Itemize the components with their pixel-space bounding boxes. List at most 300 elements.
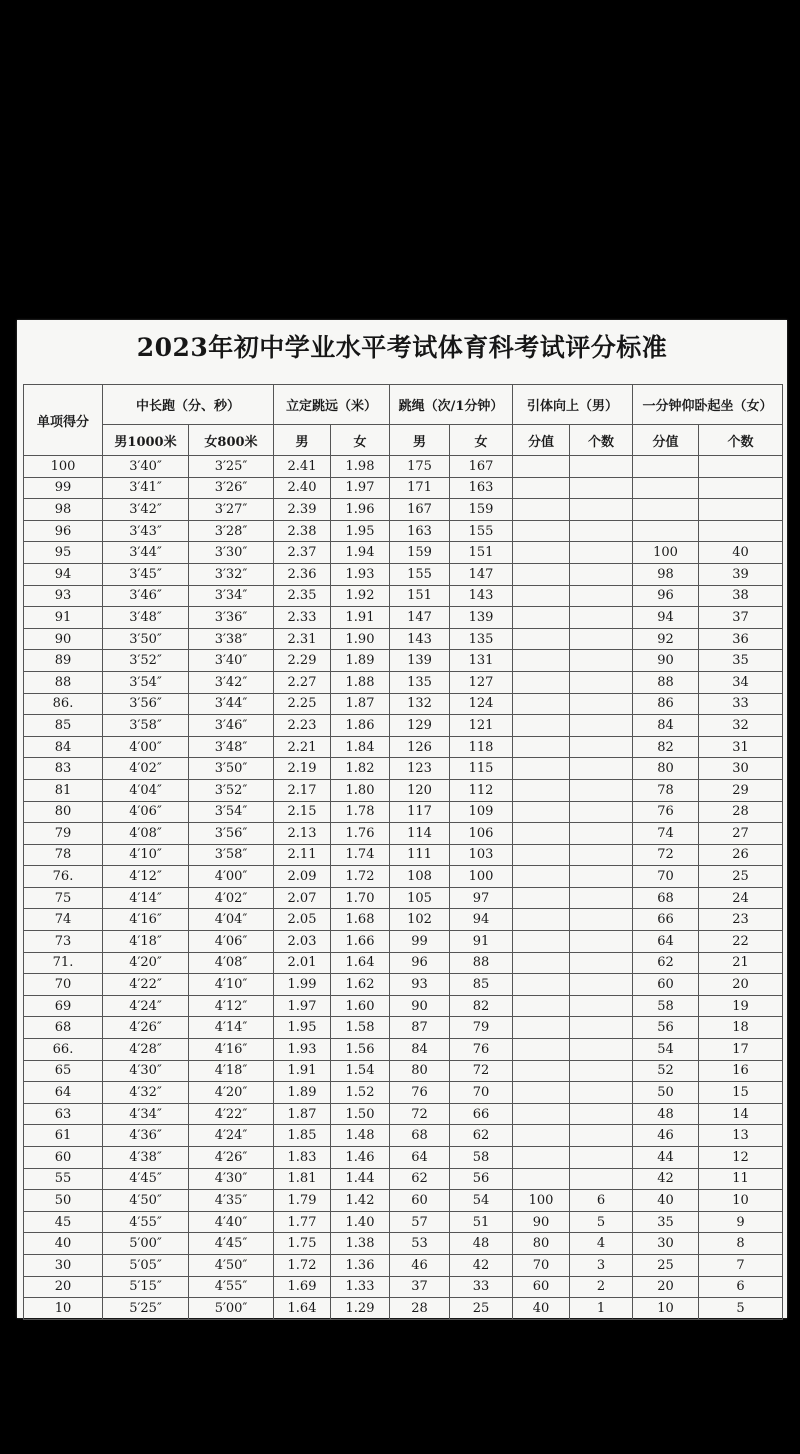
table-cell: 4′10″: [189, 974, 274, 996]
table-cell: 5′05″: [103, 1254, 189, 1276]
table-row: [24, 931, 783, 953]
table-cell: 3′52″: [103, 650, 189, 672]
table-cell: 94: [24, 563, 103, 585]
table-cell: [513, 909, 570, 931]
table-cell: 2.05: [274, 909, 331, 931]
table-cell: 4′12″: [103, 866, 189, 888]
table-cell: 1.44: [331, 1168, 390, 1190]
table-row: [24, 736, 783, 758]
table-cell: [570, 1125, 633, 1147]
table-cell: [570, 693, 633, 715]
table-cell: [570, 650, 633, 672]
table-cell: 20: [699, 974, 783, 996]
table-cell: 4′00″: [103, 736, 189, 758]
table-cell: [513, 1125, 570, 1147]
table-row: [24, 779, 783, 801]
table-cell: 126: [390, 736, 450, 758]
table-cell: 68: [390, 1125, 450, 1147]
table-cell: 4′06″: [189, 931, 274, 953]
table-row: [24, 715, 783, 737]
table-cell: 93: [390, 974, 450, 996]
table-cell: 64: [390, 1147, 450, 1169]
table-cell: 100: [24, 456, 103, 478]
table-cell: 1.50: [331, 1103, 390, 1125]
table-cell: 1.93: [331, 563, 390, 585]
table-cell: 2.25: [274, 693, 331, 715]
table-cell: 3′44″: [103, 542, 189, 564]
table-cell: 114: [390, 823, 450, 845]
table-cell: 2.23: [274, 715, 331, 737]
table-cell: 1.77: [274, 1211, 331, 1233]
table-cell: 25: [633, 1254, 699, 1276]
table-cell: 4′14″: [189, 1017, 274, 1039]
table-cell: 1.72: [274, 1254, 331, 1276]
table-cell: 4: [570, 1233, 633, 1255]
table-cell: 20: [633, 1276, 699, 1298]
table-cell: 11: [699, 1168, 783, 1190]
table-cell: 4′06″: [103, 801, 189, 823]
table-cell: 4′50″: [189, 1254, 274, 1276]
table-cell: 28: [699, 801, 783, 823]
table-cell: [513, 693, 570, 715]
table-cell: [513, 931, 570, 953]
table-cell: 30: [633, 1233, 699, 1255]
table-cell: 4′30″: [189, 1168, 274, 1190]
table-cell: 64: [633, 931, 699, 953]
table-cell: 1: [570, 1298, 633, 1320]
table-cell: 56: [633, 1017, 699, 1039]
table-cell: [570, 1147, 633, 1169]
table-cell: 74: [633, 823, 699, 845]
table-cell: [513, 499, 570, 521]
table-cell: [570, 499, 633, 521]
table-cell: 1.95: [331, 520, 390, 542]
table-cell: 54: [450, 1190, 513, 1212]
table-cell: 80: [513, 1233, 570, 1255]
table-cell: 40: [699, 542, 783, 564]
table-cell: 155: [390, 563, 450, 585]
header-run: 中长跑（分、秒）: [103, 385, 274, 425]
table-row: [24, 693, 783, 715]
table-cell: 2: [570, 1276, 633, 1298]
table-cell: 84: [633, 715, 699, 737]
table-cell: 76.: [24, 866, 103, 888]
table-cell: 155: [450, 520, 513, 542]
table-cell: 100: [513, 1190, 570, 1212]
table-cell: 3′58″: [189, 844, 274, 866]
table-cell: [513, 866, 570, 888]
table-cell: [513, 995, 570, 1017]
table-cell: 4′22″: [103, 974, 189, 996]
table-cell: 34: [699, 671, 783, 693]
table-cell: 3′42″: [103, 499, 189, 521]
table-cell: 76: [450, 1039, 513, 1061]
table-cell: [513, 563, 570, 585]
table-cell: [570, 758, 633, 780]
table-cell: 4′34″: [103, 1103, 189, 1125]
table-cell: 58: [633, 995, 699, 1017]
table-row: [24, 1017, 783, 1039]
table-row: [24, 1168, 783, 1190]
table-cell: 35: [699, 650, 783, 672]
header-jump: 立定跳远（米）: [274, 385, 390, 425]
table-cell: 89: [24, 650, 103, 672]
header-jump-male: 男: [274, 425, 331, 456]
table-cell: 1.40: [331, 1211, 390, 1233]
table-cell: 3′56″: [103, 693, 189, 715]
table-cell: 4′12″: [189, 995, 274, 1017]
table-row: [24, 823, 783, 845]
table-cell: 4′04″: [103, 779, 189, 801]
table-cell: 1.82: [331, 758, 390, 780]
table-cell: 4′20″: [189, 1082, 274, 1104]
table-cell: 94: [450, 909, 513, 931]
table-cell: [570, 801, 633, 823]
table-cell: 56: [450, 1168, 513, 1190]
table-cell: 20: [24, 1276, 103, 1298]
table-cell: 4′55″: [189, 1276, 274, 1298]
table-cell: 1.95: [274, 1017, 331, 1039]
table-cell: 8: [699, 1233, 783, 1255]
table-cell: [513, 758, 570, 780]
table-cell: 15: [699, 1082, 783, 1104]
table-cell: [513, 887, 570, 909]
table-cell: 82: [633, 736, 699, 758]
table-cell: 3′26″: [189, 477, 274, 499]
table-cell: 95: [24, 542, 103, 564]
table-cell: [699, 499, 783, 521]
table-cell: 93: [24, 585, 103, 607]
table-cell: 159: [450, 499, 513, 521]
table-cell: [570, 909, 633, 931]
table-cell: 99: [24, 477, 103, 499]
table-cell: 132: [390, 693, 450, 715]
header-pullup-score: 分值: [513, 425, 570, 456]
table-cell: 17: [699, 1039, 783, 1061]
table-cell: 30: [699, 758, 783, 780]
header-pullup: 引体向上（男）: [513, 385, 633, 425]
table-cell: 19: [699, 995, 783, 1017]
table-cell: 1.46: [331, 1147, 390, 1169]
table-cell: [513, 736, 570, 758]
table-cell: 42: [450, 1254, 513, 1276]
table-row: [24, 1298, 783, 1320]
header-pullup-count: 个数: [570, 425, 633, 456]
table-cell: 112: [450, 779, 513, 801]
table-cell: 4′30″: [103, 1060, 189, 1082]
document-title: 2023年初中学业水平考试体育科考试评分标准: [136, 333, 668, 362]
table-cell: [513, 585, 570, 607]
table-cell: 163: [390, 520, 450, 542]
table-row: [24, 1211, 783, 1233]
table-cell: 69: [24, 995, 103, 1017]
table-cell: 2.27: [274, 671, 331, 693]
table-cell: 96: [633, 585, 699, 607]
table-cell: 80: [633, 758, 699, 780]
table-cell: 27: [699, 823, 783, 845]
table-cell: 1.70: [331, 887, 390, 909]
table-cell: 2.33: [274, 607, 331, 629]
table-row: [24, 499, 783, 521]
table-cell: [570, 736, 633, 758]
table-row: [24, 909, 783, 931]
table-cell: 135: [390, 671, 450, 693]
table-cell: 139: [450, 607, 513, 629]
header-run-male: 男1000米: [103, 425, 189, 456]
table-cell: 62: [390, 1168, 450, 1190]
table-cell: 75: [24, 887, 103, 909]
table-cell: 100: [450, 866, 513, 888]
table-cell: [570, 628, 633, 650]
table-cell: [570, 542, 633, 564]
table-cell: 53: [390, 1233, 450, 1255]
table-cell: 3′46″: [103, 585, 189, 607]
table-cell: [570, 1060, 633, 1082]
table-row: [24, 520, 783, 542]
table-cell: 85: [24, 715, 103, 737]
table-cell: 62: [450, 1125, 513, 1147]
table-cell: 6: [699, 1276, 783, 1298]
table-cell: [513, 1039, 570, 1061]
table-cell: 3′50″: [189, 758, 274, 780]
table-cell: 3′43″: [103, 520, 189, 542]
table-cell: 1.87: [331, 693, 390, 715]
table-cell: 1.52: [331, 1082, 390, 1104]
table-cell: [513, 628, 570, 650]
table-cell: [513, 520, 570, 542]
table-cell: [699, 456, 783, 478]
table-cell: 4′26″: [103, 1017, 189, 1039]
table-cell: 2.21: [274, 736, 331, 758]
table-cell: [513, 1103, 570, 1125]
table-cell: 1.29: [331, 1298, 390, 1320]
table-cell: 3′28″: [189, 520, 274, 542]
table-body: [24, 456, 783, 1320]
table-cell: 175: [390, 456, 450, 478]
table-cell: 96: [390, 952, 450, 974]
table-cell: 129: [390, 715, 450, 737]
table-cell: 4′04″: [189, 909, 274, 931]
table-cell: 3′56″: [189, 823, 274, 845]
table-cell: 37: [390, 1276, 450, 1298]
table-row: [24, 1060, 783, 1082]
table-cell: 1.87: [274, 1103, 331, 1125]
table-cell: [570, 563, 633, 585]
table-cell: 4′18″: [103, 931, 189, 953]
table-cell: 81: [24, 779, 103, 801]
table-cell: 115: [450, 758, 513, 780]
table-cell: 1.58: [331, 1017, 390, 1039]
table-cell: 44: [633, 1147, 699, 1169]
table-row: [24, 585, 783, 607]
header-situp-score: 分值: [633, 425, 699, 456]
table-cell: 1.42: [331, 1190, 390, 1212]
table-cell: 40: [513, 1298, 570, 1320]
table-cell: 78: [24, 844, 103, 866]
table-cell: 1.66: [331, 931, 390, 953]
table-cell: 28: [390, 1298, 450, 1320]
table-cell: 3′46″: [189, 715, 274, 737]
table-row: [24, 1190, 783, 1212]
table-row: [24, 456, 783, 478]
header-situp: 一分钟仰卧起坐（女）: [633, 385, 783, 425]
table-row: [24, 1233, 783, 1255]
header-rope-male: 男: [390, 425, 450, 456]
table-cell: 1.79: [274, 1190, 331, 1212]
table-cell: 3′52″: [189, 779, 274, 801]
table-cell: 1.85: [274, 1125, 331, 1147]
table-cell: 123: [390, 758, 450, 780]
table-row: [24, 628, 783, 650]
table-cell: 70: [633, 866, 699, 888]
table-cell: 74: [24, 909, 103, 931]
table-cell: 4′32″: [103, 1082, 189, 1104]
table-cell: [570, 477, 633, 499]
header-rope: 跳绳（次/1分钟）: [390, 385, 513, 425]
table-cell: 73: [24, 931, 103, 953]
table-cell: 1.48: [331, 1125, 390, 1147]
table-cell: 120: [390, 779, 450, 801]
table-cell: 52: [633, 1060, 699, 1082]
table-cell: [570, 1017, 633, 1039]
table-cell: 88: [633, 671, 699, 693]
table-cell: 45: [24, 1211, 103, 1233]
table-cell: 84: [390, 1039, 450, 1061]
table-cell: 4′36″: [103, 1125, 189, 1147]
table-cell: 4′28″: [103, 1039, 189, 1061]
table-cell: [513, 1017, 570, 1039]
table-cell: 76: [390, 1082, 450, 1104]
table-cell: 40: [633, 1190, 699, 1212]
table-cell: [570, 952, 633, 974]
table-cell: 4′38″: [103, 1147, 189, 1169]
table-cell: 48: [633, 1103, 699, 1125]
table-cell: [570, 866, 633, 888]
table-cell: 3′54″: [189, 801, 274, 823]
table-cell: 5: [570, 1211, 633, 1233]
header-score: 单项得分: [24, 385, 103, 456]
table-cell: 167: [390, 499, 450, 521]
table-cell: 4′50″: [103, 1190, 189, 1212]
table-cell: [513, 671, 570, 693]
table-row: [24, 952, 783, 974]
table-cell: 3′32″: [189, 563, 274, 585]
table-cell: 117: [390, 801, 450, 823]
table-cell: 83: [24, 758, 103, 780]
table-cell: 4′40″: [189, 1211, 274, 1233]
table-cell: 3′27″: [189, 499, 274, 521]
table-cell: 111: [390, 844, 450, 866]
table-cell: 85: [450, 974, 513, 996]
table-cell: 2.11: [274, 844, 331, 866]
table-row: [24, 866, 783, 888]
table-cell: 97: [450, 887, 513, 909]
table-cell: 1.54: [331, 1060, 390, 1082]
table-cell: 55: [24, 1168, 103, 1190]
table-cell: 3′40″: [103, 456, 189, 478]
table-cell: 1.72: [331, 866, 390, 888]
table-row: [24, 1125, 783, 1147]
table-cell: 1.84: [331, 736, 390, 758]
table-cell: [570, 671, 633, 693]
table-cell: 3′50″: [103, 628, 189, 650]
table-cell: 57: [390, 1211, 450, 1233]
table-cell: 78: [633, 779, 699, 801]
table-cell: 3′36″: [189, 607, 274, 629]
table-cell: [513, 823, 570, 845]
table-cell: 68: [24, 1017, 103, 1039]
table-cell: 171: [390, 477, 450, 499]
table-cell: 82: [450, 995, 513, 1017]
table-cell: [570, 607, 633, 629]
table-cell: 18: [699, 1017, 783, 1039]
table-cell: 3: [570, 1254, 633, 1276]
table-cell: 121: [450, 715, 513, 737]
table-cell: 26: [699, 844, 783, 866]
table-row: [24, 1276, 783, 1298]
table-cell: 4′02″: [103, 758, 189, 780]
header-situp-count: 个数: [699, 425, 783, 456]
table-cell: [513, 477, 570, 499]
table-cell: 16: [699, 1060, 783, 1082]
table-cell: 1.62: [331, 974, 390, 996]
table-cell: [570, 715, 633, 737]
table-cell: [513, 1147, 570, 1169]
table-row: [24, 671, 783, 693]
table-cell: [570, 779, 633, 801]
table-cell: 3′54″: [103, 671, 189, 693]
table-cell: 2.13: [274, 823, 331, 845]
table-cell: 61: [24, 1125, 103, 1147]
table-cell: 36: [699, 628, 783, 650]
table-cell: 60: [390, 1190, 450, 1212]
table-cell: 60: [633, 974, 699, 996]
table-cell: 2.15: [274, 801, 331, 823]
table-cell: 3′34″: [189, 585, 274, 607]
table-cell: 60: [24, 1147, 103, 1169]
table-cell: [513, 542, 570, 564]
table-cell: 1.89: [331, 650, 390, 672]
table-cell: 151: [450, 542, 513, 564]
table-cell: 163: [450, 477, 513, 499]
table-cell: 48: [450, 1233, 513, 1255]
table-cell: 2.29: [274, 650, 331, 672]
table-cell: 90: [24, 628, 103, 650]
table-cell: [699, 477, 783, 499]
table-cell: 127: [450, 671, 513, 693]
table-cell: 1.94: [331, 542, 390, 564]
table-cell: [513, 1082, 570, 1104]
table-row: [24, 887, 783, 909]
table-cell: 1.36: [331, 1254, 390, 1276]
table-cell: 3′48″: [189, 736, 274, 758]
table-cell: 1.76: [331, 823, 390, 845]
table-cell: 106: [450, 823, 513, 845]
table-cell: 4′20″: [103, 952, 189, 974]
table-cell: 1.75: [274, 1233, 331, 1255]
table-cell: 3′30″: [189, 542, 274, 564]
table-cell: 3′44″: [189, 693, 274, 715]
table-cell: [513, 779, 570, 801]
table-cell: 66: [450, 1103, 513, 1125]
table-cell: 1.89: [274, 1082, 331, 1104]
table-cell: 70: [513, 1254, 570, 1276]
table-row: [24, 801, 783, 823]
table-cell: 91: [24, 607, 103, 629]
table-cell: 135: [450, 628, 513, 650]
score-table: [23, 384, 783, 1320]
table-cell: 2.03: [274, 931, 331, 953]
